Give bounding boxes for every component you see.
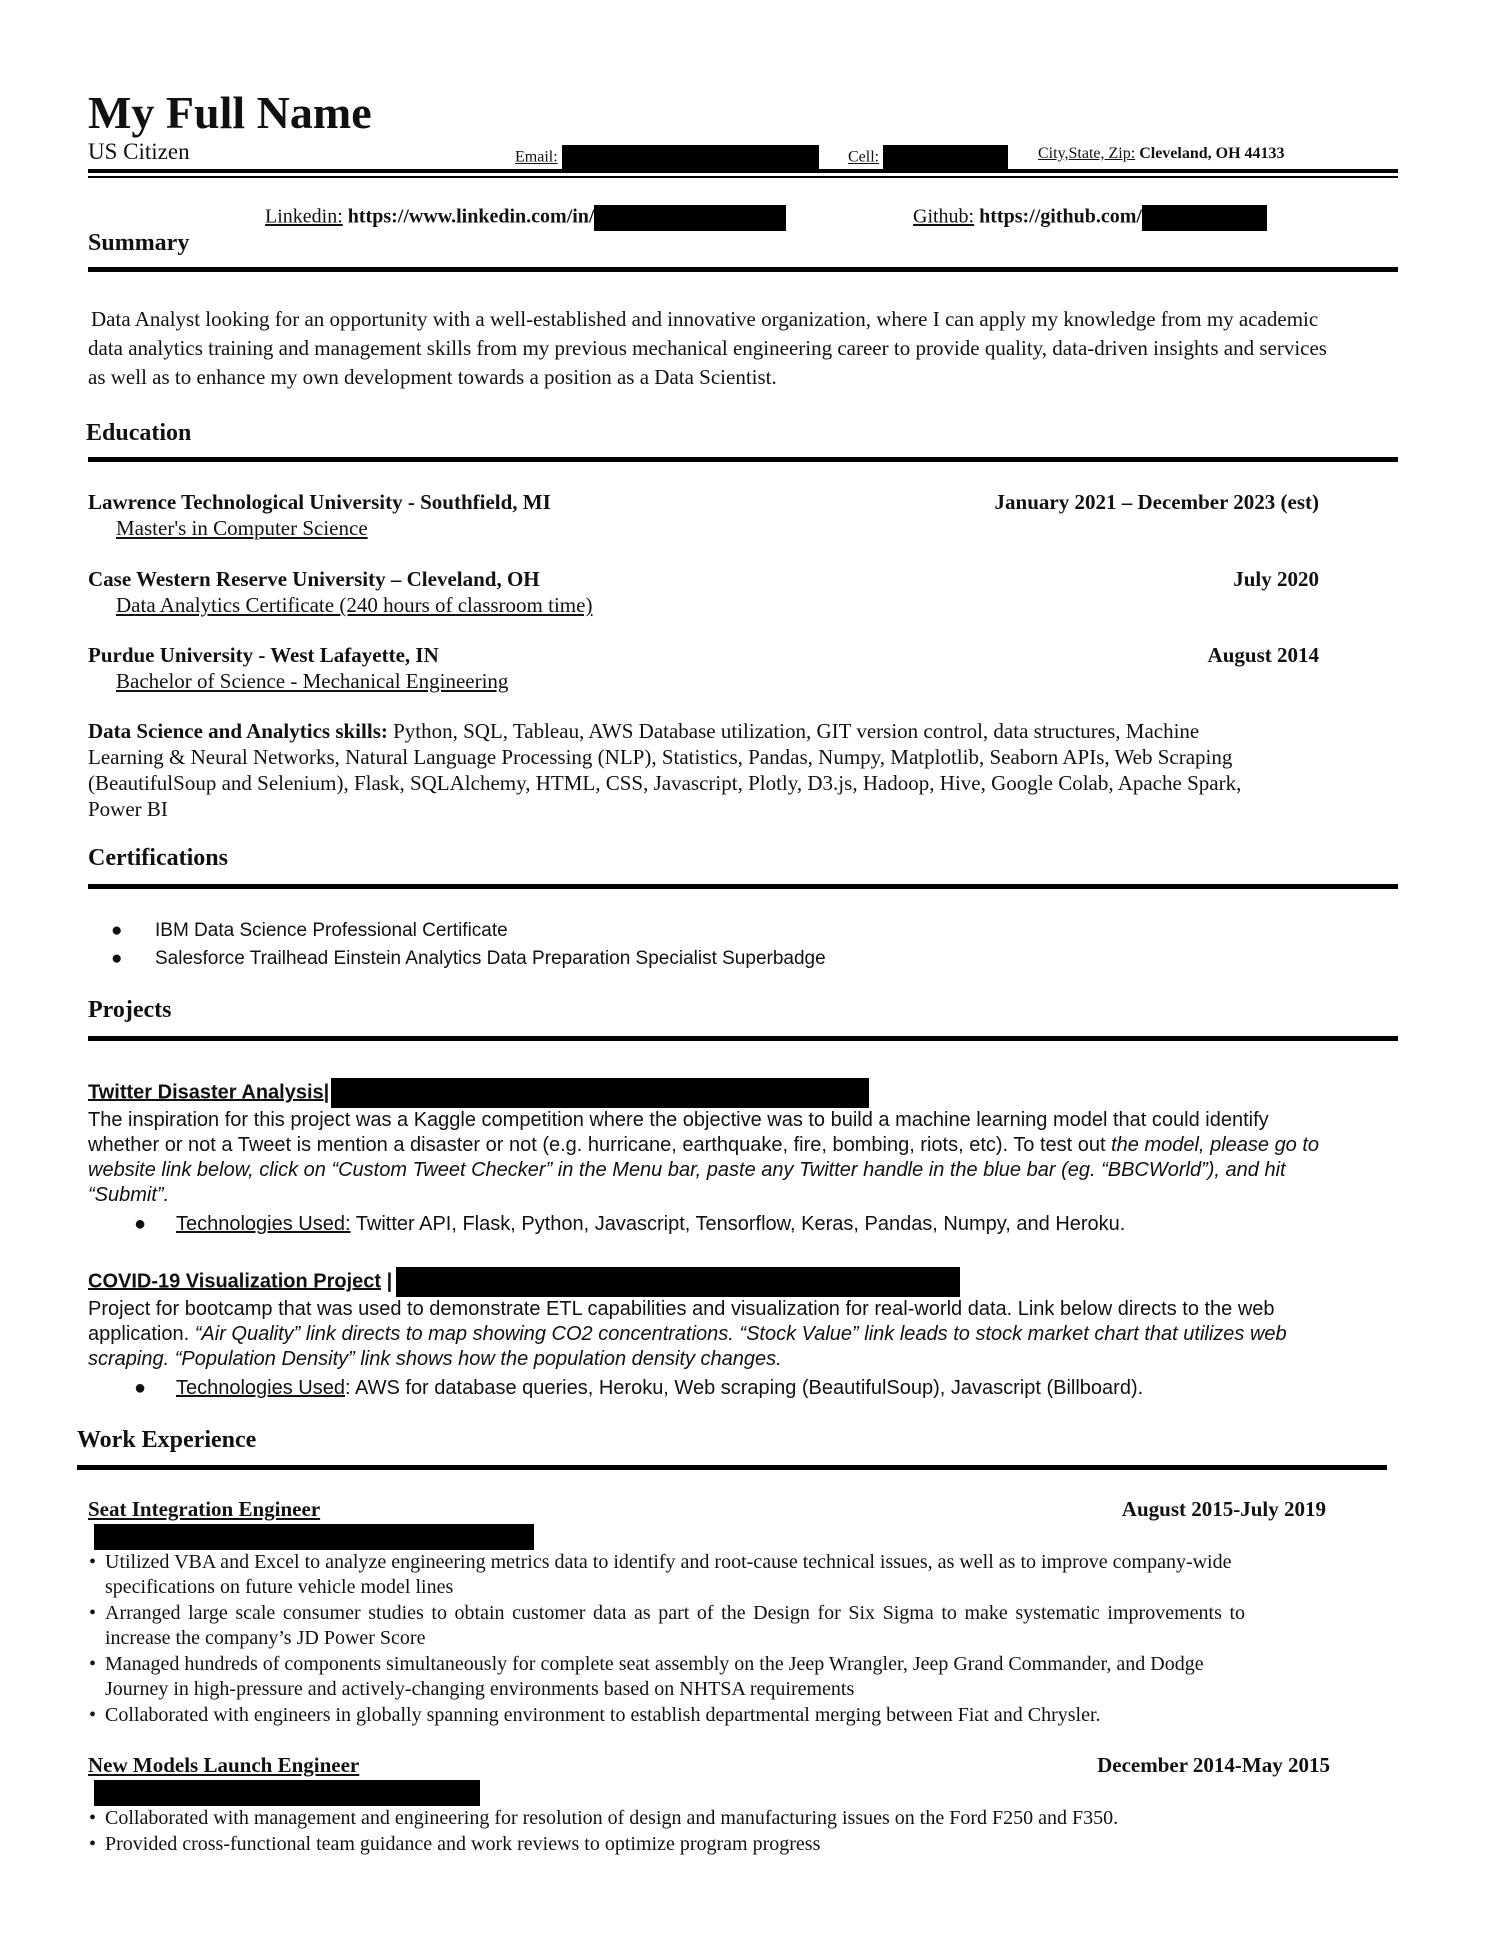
linkedin-link[interactable]: https://www.linkedin.com/in/ bbox=[347, 205, 595, 228]
projects-heading: Projects bbox=[88, 997, 172, 1023]
project-1-title: Twitter Disaster Analysis bbox=[88, 1081, 324, 1104]
cert-item-2 bbox=[111, 948, 826, 970]
skills-label: Data Science and Analytics skills: bbox=[88, 719, 388, 743]
cert-item-1-text: IBM Data Science Professional Certificate bbox=[155, 920, 508, 941]
bullet-icon: • bbox=[89, 1653, 97, 1675]
education-rule bbox=[88, 457, 1398, 462]
job-2-bullet-1 bbox=[89, 1806, 1325, 1831]
github-redaction bbox=[1142, 205, 1267, 231]
github-link[interactable]: https://github.com/ bbox=[979, 205, 1142, 228]
full-name: My Full Name bbox=[88, 87, 372, 138]
location-field bbox=[1038, 145, 1285, 163]
skills-paragraph bbox=[88, 718, 1248, 822]
bullet-icon: • bbox=[89, 1704, 97, 1726]
cell-redaction bbox=[883, 145, 1008, 171]
project-2-desc-italic: “Air Quality” link directs to map showing CO2 concentrations. “Stock Value” link leads to stock market chart that utilizes web scraping. “Population Density” link shows how the population density changes. bbox=[88, 1323, 1287, 1370]
job-1-bullet-4-text: Collaborated with engineers in globally spanning environment to establish departmental merging between Fiat and Chrysler. bbox=[105, 1704, 1101, 1726]
project-2-desc-plain: Project for bootcamp that was used to demonstrate ETL capabilities and visualization for real-world data. Link below directs to the web application. bbox=[88, 1298, 1275, 1345]
skills-text: Python, SQL, Tableau, AWS Database utilization, GIT version control, data structures, Machine Learning & Neural Networks, Natural Language Processing (NLP), Statistics, Pandas, Numpy, Matplotlib, Seaborn APIs, Web Scraping (BeautifulSoup and Selenium), Flask, SQLAlchemy, HTML, CSS, Javascript, Plotly, D3.js, Hadoop, Hive, Google Colab, Apache Spark, Power BI bbox=[88, 719, 1242, 821]
project-1-desc-plain: The inspiration for this project was a Kaggle competition where the objective was to build a machine learning model that could identify whether or not a Tweet is mention a disaster or not (e.g. hurricane, earthquake, fire, bombing, riots, etc). To test out bbox=[88, 1109, 1269, 1156]
project-1-title-row bbox=[88, 1078, 869, 1108]
summary-heading: Summary bbox=[88, 230, 190, 256]
job-2-bullet-1-text: Collaborated with management and engineering for resolution of design and manufacturing issues on the Ford F250 and F350. bbox=[105, 1807, 1119, 1829]
edu-date-3: August 2014 bbox=[1207, 643, 1319, 667]
bullet-icon: • bbox=[89, 1807, 97, 1829]
job-2-date: December 2014-May 2015 bbox=[1097, 1753, 1330, 1777]
project-1-desc-italic: the model, please go to website link below, click on “Custom Tweet Checker” in the Menu bar, paste any Twitter handle in the blue bar (eg. “BBCWorld”), and hit “Submit”. bbox=[88, 1134, 1320, 1206]
linkedin-redaction bbox=[594, 205, 786, 231]
project-1-link-redaction bbox=[331, 1078, 869, 1108]
job-1-title: Seat Integration Engineer bbox=[88, 1497, 321, 1521]
bullet-icon: ● bbox=[134, 1213, 147, 1235]
project-2-title-row bbox=[88, 1267, 960, 1297]
bullet-icon: ● bbox=[111, 920, 123, 941]
citizenship: US Citizen bbox=[88, 139, 190, 164]
edu-degree-2: Data Analytics Certificate (240 hours of classroom time) bbox=[116, 593, 593, 617]
project-1-description bbox=[88, 1108, 1338, 1208]
job-1-bullet-2 bbox=[89, 1601, 1245, 1651]
project-1-tech-label: Technologies Used: bbox=[176, 1213, 351, 1235]
job-1-bullet-4 bbox=[89, 1703, 1305, 1728]
project-2-tech bbox=[134, 1377, 1144, 1400]
edu-date-2: July 2020 bbox=[1233, 567, 1319, 591]
project-2-tech-text: : AWS for database queries, Heroku, Web scraping (BeautifulSoup), Javascript (Billboard). bbox=[345, 1377, 1144, 1399]
job-1-bullet-3 bbox=[89, 1652, 1245, 1702]
email-field bbox=[515, 145, 819, 171]
location-value: Cleveland, OH 44133 bbox=[1139, 145, 1285, 162]
job-1-bullet-1 bbox=[89, 1550, 1245, 1600]
cell-label: Cell: bbox=[848, 148, 880, 166]
project-2-tech-label: Technologies Used bbox=[176, 1377, 345, 1399]
job-1-date: August 2015-July 2019 bbox=[1121, 1497, 1326, 1521]
edu-date-1: January 2021 – December 2023 (est) bbox=[994, 490, 1319, 514]
project-2-separator: | bbox=[381, 1270, 393, 1293]
cell-field bbox=[848, 145, 1008, 171]
job-1-bullet-3-text: Managed hundreds of components simultaneously for complete seat assembly on the Jeep Wrangler, Jeep Grand Commander, and Dodge Journey in high-pressure and actively-changing environments based on NHTSA requirements bbox=[105, 1653, 1204, 1700]
work-rule bbox=[77, 1465, 1387, 1470]
header-rule-thin bbox=[88, 176, 1398, 178]
project-1-tech bbox=[134, 1213, 1126, 1236]
cert-item-1 bbox=[111, 920, 508, 942]
job-2-bullet-2 bbox=[89, 1832, 1325, 1857]
email-label: Email: bbox=[515, 148, 558, 166]
job-1-bullet-1-text: Utilized VBA and Excel to analyze engineering metrics data to identify and root-cause technical issues, as well as to improve company-wide specifications on future vehicle model lines bbox=[105, 1551, 1232, 1598]
bullet-icon: • bbox=[89, 1833, 97, 1855]
linkedin-field bbox=[265, 205, 786, 231]
header-rule-thick bbox=[88, 169, 1398, 173]
summary-text: Data Analyst looking for an opportunity with a well-established and innovative organization, where I can apply my knowledge from my academic data analytics training and management skills from my previous mechanical engineering career to provide quality, data-driven insights and services as well as to enhance my own development towards a position as a Data Scientist. bbox=[88, 307, 1327, 389]
project-1-separator: | bbox=[323, 1081, 330, 1104]
bullet-icon: • bbox=[89, 1551, 97, 1573]
location-label: City,State, Zip: bbox=[1038, 145, 1136, 162]
linkedin-label: Linkedin: bbox=[265, 205, 343, 228]
edu-school-2: Case Western Reserve University – Cleveland, OH bbox=[88, 567, 540, 591]
job-1-bullet-2-text: Arranged large scale consumer studies to obtain customer data as part of the Design for Six Sigma to make systematic improvements to increase the company’s JD Power Score bbox=[105, 1602, 1245, 1649]
cert-item-2-text: Salesforce Trailhead Einstein Analytics Data Preparation Specialist Superbadge bbox=[155, 948, 826, 969]
certifications-rule bbox=[88, 884, 1398, 889]
edu-degree-1: Master's in Computer Science bbox=[116, 516, 368, 540]
github-label: Github: bbox=[913, 205, 975, 228]
bullet-icon: • bbox=[89, 1602, 97, 1624]
project-2-description bbox=[88, 1297, 1338, 1372]
edu-degree-3: Bachelor of Science - Mechanical Engineering bbox=[116, 669, 509, 693]
bullet-icon: ● bbox=[111, 948, 123, 969]
work-heading: Work Experience bbox=[77, 1427, 257, 1453]
education-heading: Education bbox=[86, 420, 192, 446]
project-2-title: COVID-19 Visualization Project bbox=[88, 1270, 382, 1293]
projects-rule bbox=[88, 1036, 1398, 1041]
email-redaction bbox=[562, 145, 819, 171]
job-2-title: New Models Launch Engineer bbox=[88, 1753, 360, 1777]
job-1-company-redaction bbox=[94, 1524, 534, 1550]
certifications-heading: Certifications bbox=[88, 845, 228, 871]
bullet-icon: ● bbox=[134, 1377, 147, 1399]
edu-school-3: Purdue University - West Lafayette, IN bbox=[88, 643, 439, 667]
project-2-link-redaction bbox=[396, 1267, 960, 1297]
github-field bbox=[913, 205, 1267, 231]
job-2-bullet-2-text: Provided cross-functional team guidance and work reviews to optimize program progress bbox=[105, 1833, 821, 1855]
edu-school-1: Lawrence Technological University - Southfield, MI bbox=[88, 490, 551, 514]
job-2-company-redaction bbox=[94, 1780, 480, 1806]
project-1-tech-text: Twitter API, Flask, Python, Javascript, Tensorflow, Keras, Pandas, Numpy, and Heroku. bbox=[350, 1213, 1126, 1235]
summary-rule bbox=[88, 267, 1398, 272]
